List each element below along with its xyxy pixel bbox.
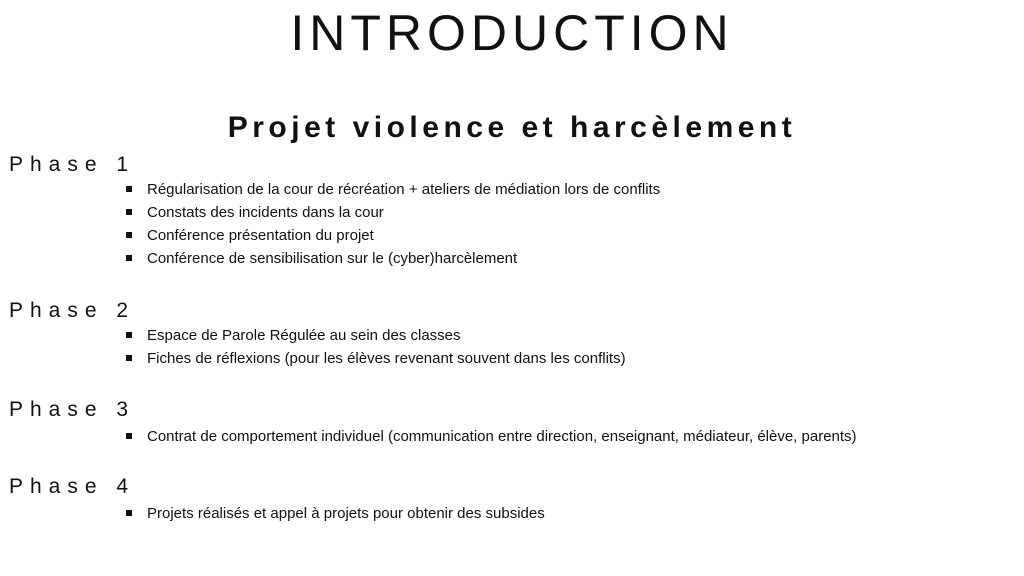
phase-2-list [125, 324, 626, 370]
square-bullet-icon [126, 209, 132, 215]
slide-title: INTRODUCTION [290, 5, 734, 61]
square-bullet-icon [126, 355, 132, 361]
list-item [125, 178, 660, 201]
phase-4-label: Phase 4 [9, 475, 136, 498]
list-item [125, 201, 660, 224]
list-item [125, 502, 545, 525]
phase-1-list [125, 178, 660, 270]
square-bullet-icon [126, 510, 132, 516]
list-item-text: Contrat de comportement individuel (communication entre direction, enseignant, médiateur, élève, parents) [147, 428, 857, 445]
list-item-text: Espace de Parole Régulée au sein des classes [147, 327, 461, 344]
phase-3-label: Phase 3 [9, 398, 136, 421]
square-bullet-icon [126, 255, 132, 261]
square-bullet-icon [126, 186, 132, 192]
phase-2-label: Phase 2 [9, 299, 136, 322]
list-item-text: Constats des incidents dans la cour [147, 204, 384, 221]
list-item-text: Conférence présentation du projet [147, 227, 374, 244]
slide-subtitle: Projet violence et harcèlement [227, 111, 797, 144]
phase-3-list [125, 425, 857, 448]
square-bullet-icon [126, 232, 132, 238]
square-bullet-icon [126, 332, 132, 338]
list-item [125, 425, 857, 448]
list-item-text: Projets réalisés et appel à projets pour obtenir des subsides [147, 505, 545, 522]
list-item [125, 324, 626, 347]
list-item [125, 224, 660, 247]
list-item-text: Fiches de réflexions (pour les élèves revenant souvent dans les conflits) [147, 350, 626, 367]
list-item-text: Régularisation de la cour de récréation + ateliers de médiation lors de conflits [147, 181, 661, 198]
phase-1-label: Phase 1 [9, 153, 136, 176]
phase-4-list [125, 502, 545, 525]
list-item [125, 247, 660, 270]
list-item-text: Conférence de sensibilisation sur le (cyber)harcèlement [147, 250, 518, 267]
square-bullet-icon [126, 433, 132, 439]
list-item [125, 347, 626, 370]
